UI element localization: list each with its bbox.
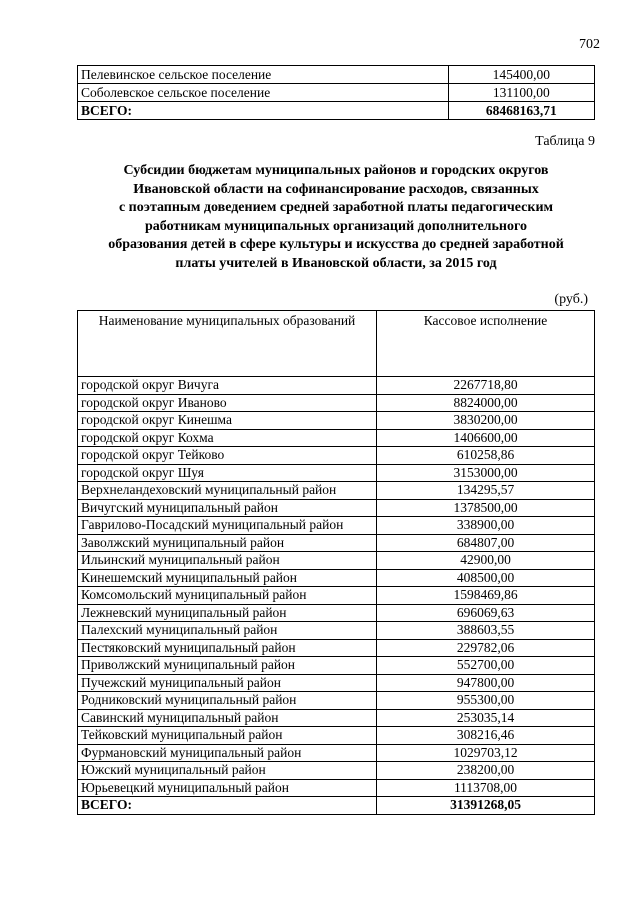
row-value: 610258,86 — [377, 447, 595, 465]
total-label: ВСЕГО: — [78, 102, 449, 120]
row-name: Савинский муниципальный район — [78, 709, 377, 727]
row-name: городской округ Кинешма — [78, 412, 377, 430]
row-name: Верхнеландеховский муниципальный район — [78, 482, 377, 500]
header-row — [78, 311, 595, 377]
row-name: Юрьевецкий муниципальный район — [78, 779, 377, 797]
table-row — [78, 552, 595, 570]
row-name: Комсомольский муниципальный район — [78, 587, 377, 605]
row-name: Приволжский муниципальный район — [78, 657, 377, 675]
row-name: Фурмановский муниципальный район — [78, 744, 377, 762]
row-value: 696069,63 — [377, 604, 595, 622]
table-row — [78, 604, 595, 622]
row-value: 338900,00 — [377, 517, 595, 535]
row-value: 131100,00 — [448, 84, 594, 102]
table-row — [78, 744, 595, 762]
row-value: 8824000,00 — [377, 394, 595, 412]
row-value: 955300,00 — [377, 692, 595, 710]
row-value: 408500,00 — [377, 569, 595, 587]
table-row — [78, 66, 595, 84]
row-value: 238200,00 — [377, 762, 595, 780]
total-value: 68468163,71 — [448, 102, 594, 120]
row-value: 145400,00 — [448, 66, 594, 84]
row-value: 3830200,00 — [377, 412, 595, 430]
table-row — [78, 482, 595, 500]
row-name: Лежневский муниципальный район — [78, 604, 377, 622]
table-row — [78, 84, 595, 102]
table-row — [78, 447, 595, 465]
row-value: 3153000,00 — [377, 464, 595, 482]
heading-line: с поэтапным доведением средней заработной платы педагогическим — [118, 200, 554, 215]
row-name: городской округ Тейково — [78, 447, 377, 465]
row-value: 308216,46 — [377, 727, 595, 745]
subsidies-table — [77, 310, 595, 815]
table-row — [78, 499, 595, 517]
row-name: Южский муниципальный район — [78, 762, 377, 780]
table-row — [78, 464, 595, 482]
table-row — [78, 674, 595, 692]
row-name: Палехский муниципальный район — [78, 622, 377, 640]
table-row — [78, 569, 595, 587]
total-row — [78, 102, 595, 120]
row-value: 947800,00 — [377, 674, 595, 692]
table-row — [78, 587, 595, 605]
total-row — [78, 797, 595, 815]
row-value: 1598469,86 — [377, 587, 595, 605]
table-row — [78, 639, 595, 657]
table-row — [78, 727, 595, 745]
row-value: 684807,00 — [377, 534, 595, 552]
row-name: Кинешемский муниципальный район — [78, 569, 377, 587]
table-row — [78, 517, 595, 535]
heading-line: платы учителей в Ивановской области, за 2015 год — [175, 255, 497, 271]
row-value: 42900,00 — [377, 552, 595, 570]
row-value: 253035,14 — [377, 709, 595, 727]
heading-line: образования детей в сфере культуры и искусства до средней заработной — [108, 237, 564, 252]
row-name: Тейковский муниципальный район — [78, 727, 377, 745]
total-value: 31391268,05 — [377, 797, 595, 815]
row-value: 134295,57 — [377, 482, 595, 500]
row-value: 1113708,00 — [377, 779, 595, 797]
row-value: 1406600,00 — [377, 429, 595, 447]
table-row — [78, 692, 595, 710]
table-row — [78, 377, 595, 395]
table-row — [78, 534, 595, 552]
row-name: Родниковский муниципальный район — [78, 692, 377, 710]
row-value: 1029703,12 — [377, 744, 595, 762]
page-number: 702 — [579, 37, 600, 52]
table-row — [78, 779, 595, 797]
table-row — [78, 657, 595, 675]
row-name: городской округ Шуя — [78, 464, 377, 482]
row-value: 2267718,80 — [377, 377, 595, 395]
row-name: городской округ Вичуга — [78, 377, 377, 395]
heading-line: работникам муниципальных организаций дополнительного — [144, 218, 528, 234]
row-value: 552700,00 — [377, 657, 595, 675]
top-table — [77, 65, 595, 120]
row-name: Гаврилово-Посадский муниципальный район — [78, 517, 377, 535]
row-value: 229782,06 — [377, 639, 595, 657]
row-name: городской округ Кохма — [78, 429, 377, 447]
table-row — [78, 429, 595, 447]
units-label: (руб.) — [554, 292, 588, 307]
row-name: Вичугский муниципальный район — [78, 499, 377, 517]
row-value: 1378500,00 — [377, 499, 595, 517]
heading-line: Субсидии бюджетам муниципальных районов и городских округов — [123, 163, 549, 178]
table-heading — [77, 162, 595, 273]
col-header-name: Наименование муниципальных образований — [78, 311, 377, 377]
row-name: Пучежский муниципальный район — [78, 674, 377, 692]
heading-line: Ивановской области на софинансирование расходов, связанных — [133, 181, 539, 197]
row-name: Соболевское сельское поселение — [78, 84, 449, 102]
table-row — [78, 762, 595, 780]
table-row — [78, 709, 595, 727]
row-name: Пелевинское сельское поселение — [78, 66, 449, 84]
row-name: Заволжский муниципальный район — [78, 534, 377, 552]
row-name: Ильинский муниципальный район — [78, 552, 377, 570]
table-row — [78, 394, 595, 412]
col-header-value: Кассовое исполнение — [377, 311, 595, 377]
row-value: 388603,55 — [377, 622, 595, 640]
table-label: Таблица 9 — [535, 134, 595, 149]
table-row — [78, 412, 595, 430]
row-name: городской округ Иваново — [78, 394, 377, 412]
row-name: Пестяковский муниципальный район — [78, 639, 377, 657]
table-row — [78, 622, 595, 640]
total-label: ВСЕГО: — [78, 797, 377, 815]
